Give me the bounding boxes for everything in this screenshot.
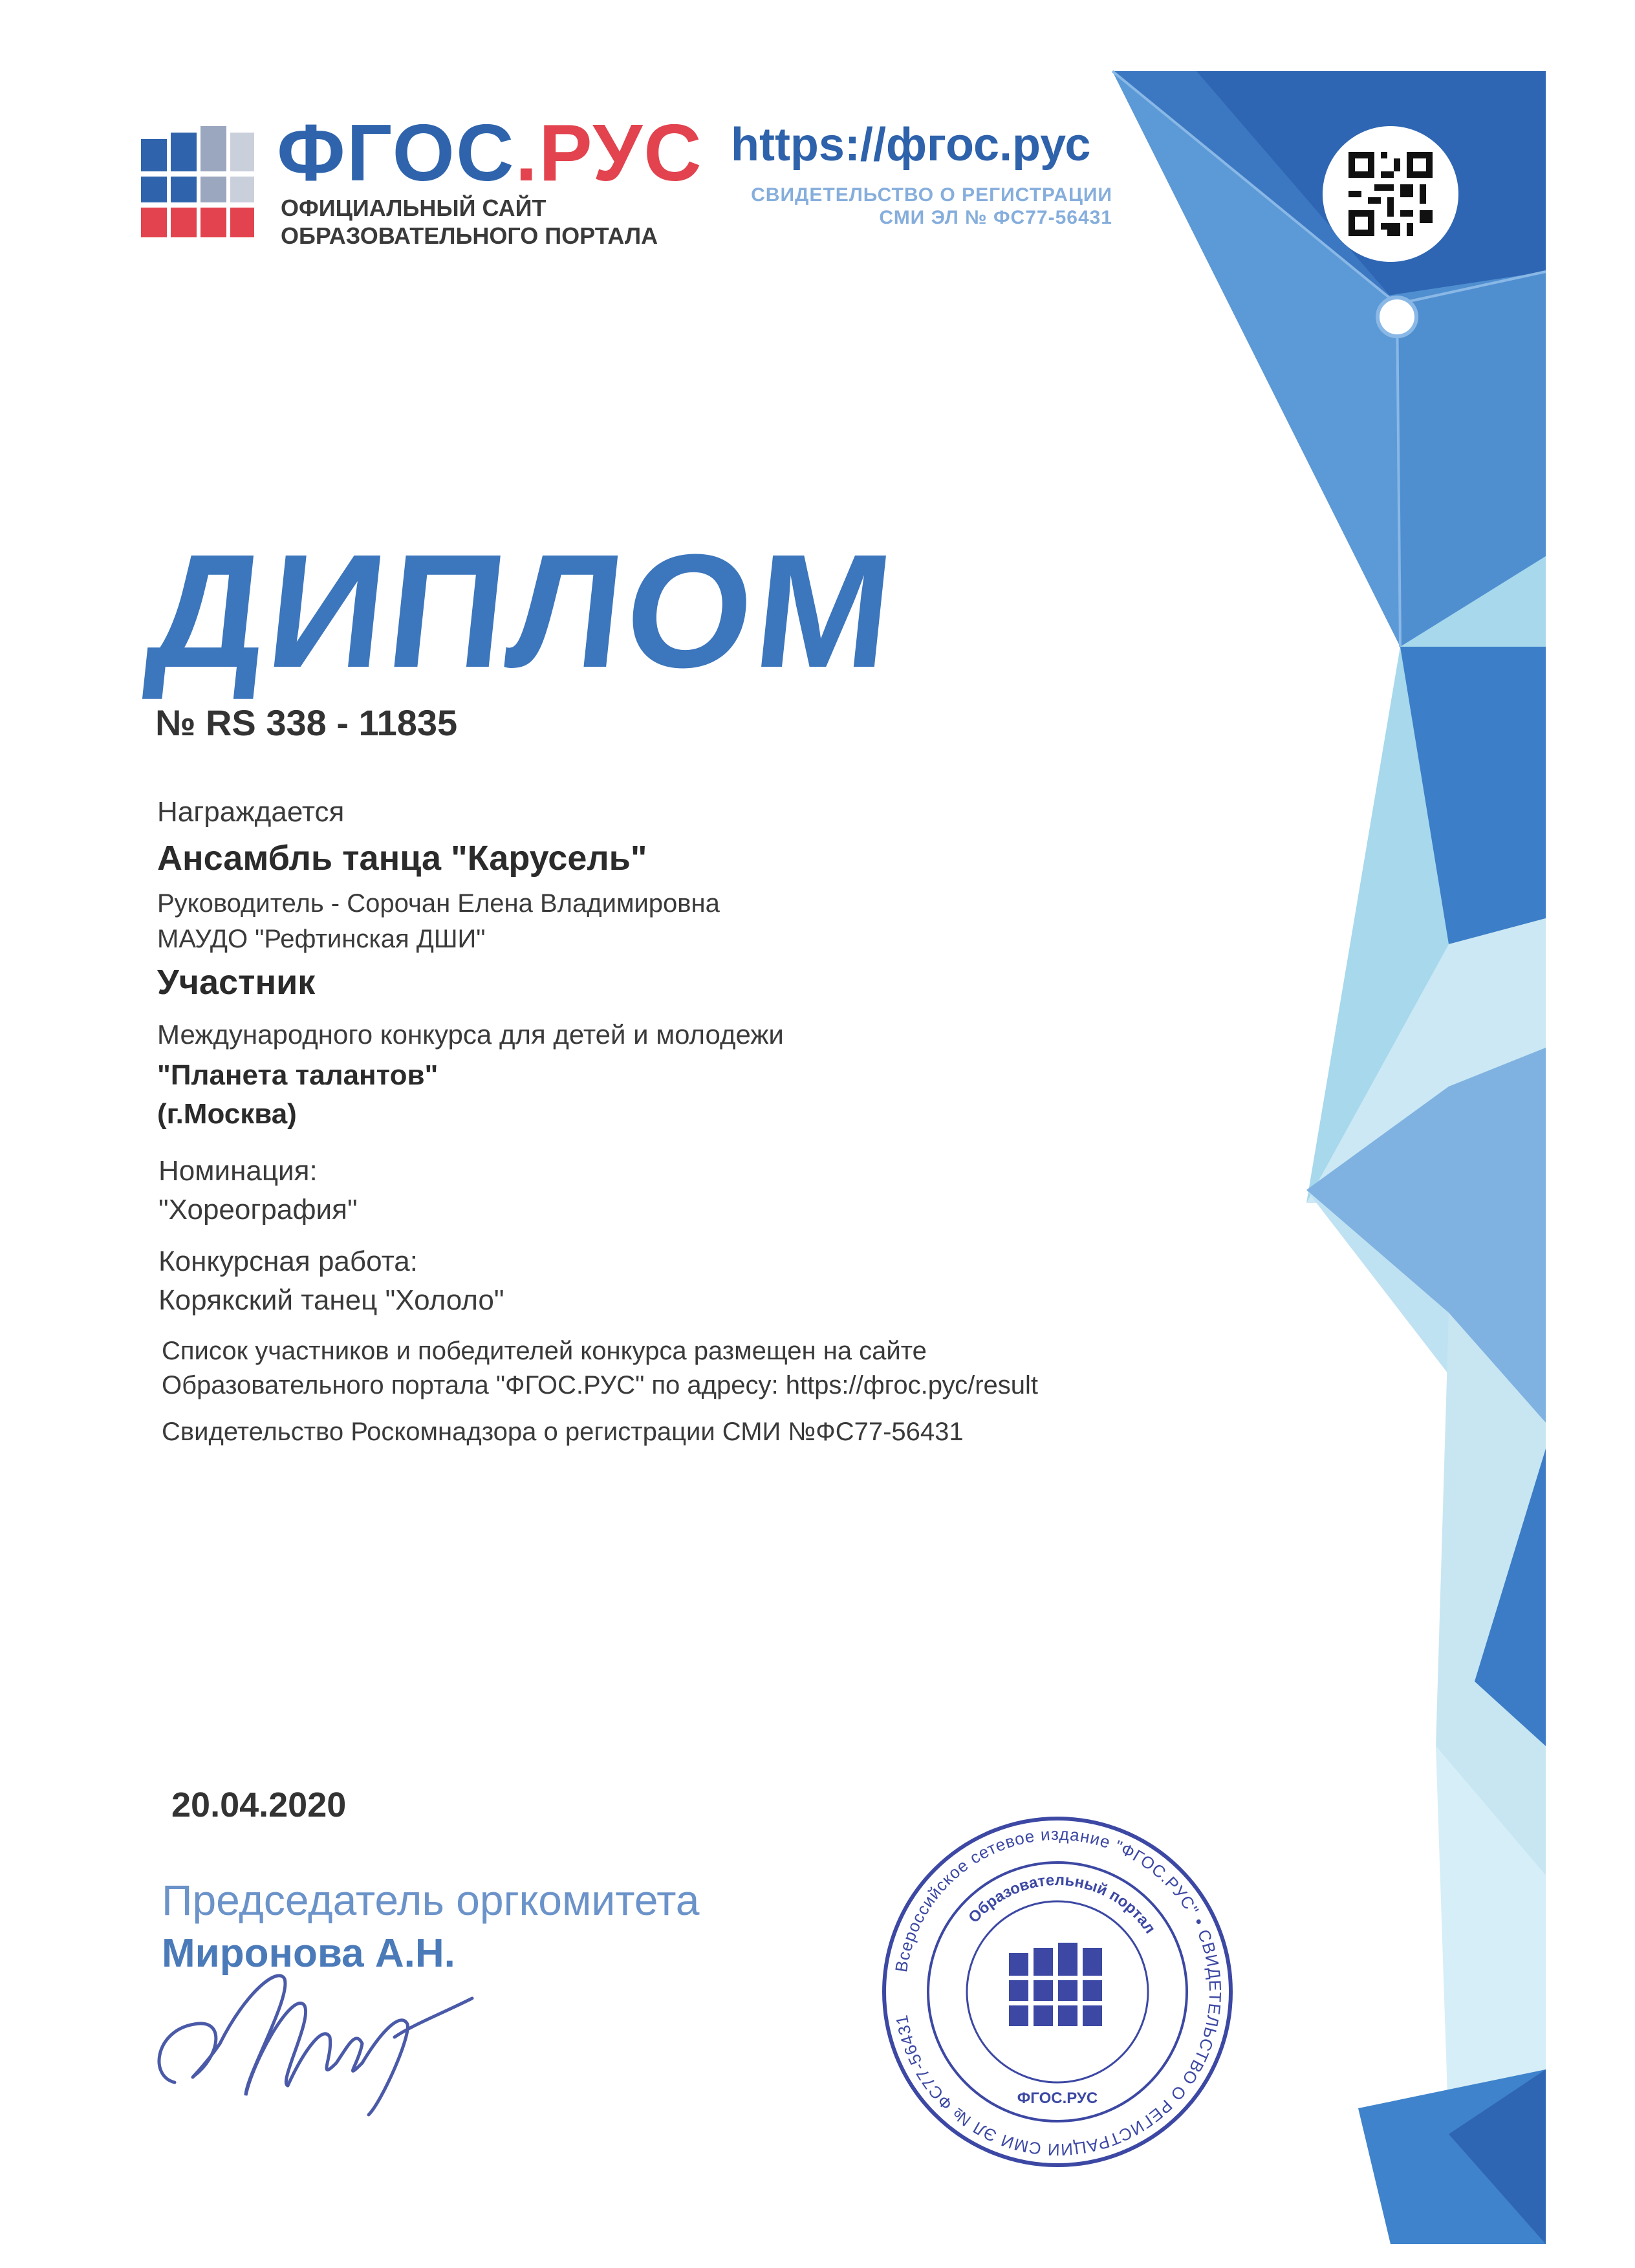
work-label: Конкурсная работа: xyxy=(158,1246,418,1277)
contest-city: (г.Москва) xyxy=(157,1098,297,1130)
nomination-value: "Хореография" xyxy=(158,1194,358,1226)
work-value: Корякский танец "Хололо" xyxy=(158,1284,504,1316)
nomination-label: Номинация: xyxy=(158,1155,318,1187)
svg-text:Всероссийское сетевое издание: Всероссийское сетевое издание "ФГОС.РУС" • СВИДЕТЕЛЬСТВО О РЕГИСТРАЦИИ СМИ ЭЛ № ФС77-56431 xyxy=(891,1824,1226,2160)
results-line-1: Список участников и победителей конкурса размещен на сайте xyxy=(162,1337,927,1365)
diploma-title: ДИПЛОМ xyxy=(140,521,905,701)
chair-name: Миронова А.Н. xyxy=(162,1931,455,1976)
round-stamp xyxy=(876,1811,1239,2173)
logo-subtitle: ОФИЦИАЛЬНЫЙ САЙТ ОБРАЗОВАТЕЛЬНОГО ПОРТАЛА xyxy=(281,195,658,250)
awarded-label: Награждается xyxy=(157,796,345,828)
svg-text:ФГОС.РУС: ФГОС.РУС xyxy=(1017,2090,1098,2107)
registration-certificate: СВИДЕТЕЛЬСТВО О РЕГИСТРАЦИИ СМИ ЭЛ № ФС77-56431 xyxy=(751,184,1112,228)
recipient-name: Ансамбль танца "Карусель" xyxy=(157,839,647,878)
registration-footer: Свидетельство Роскомнадзора о регистрации СМИ №ФС77-56431 xyxy=(162,1418,964,1446)
contest-line: Международного конкурса для детей и молодежи xyxy=(157,1019,784,1050)
diploma-number: № RS 338 - 11835 xyxy=(155,702,458,743)
site-url: https://фгос.рус xyxy=(731,119,1091,171)
qr-code-icon xyxy=(1348,152,1433,236)
logo-wordmark: ФГОС.РУС xyxy=(277,109,703,198)
logo-building-icon xyxy=(141,126,254,243)
stamp-building-icon xyxy=(1009,1943,1102,2026)
chair-title: Председатель оргкомитета xyxy=(162,1876,700,1924)
results-line-2: Образовательного портала "ФГОС.РУС" по адресу: https://фгос.рус/result xyxy=(162,1371,1039,1399)
contest-name: "Планета талантов" xyxy=(157,1059,439,1091)
qr-code-badge xyxy=(1323,126,1458,262)
signature-mark xyxy=(149,1953,485,2121)
leader-line: Руководитель - Сорочан Елена Владимировна xyxy=(157,889,720,918)
issue-date: 20.04.2020 xyxy=(171,1786,347,1824)
status-label: Участник xyxy=(157,963,316,1002)
svg-text:Образовательный портал: Образовательный портал xyxy=(965,1871,1159,1937)
institution-line: МАУДО "Рефтинская ДШИ" xyxy=(157,925,486,953)
